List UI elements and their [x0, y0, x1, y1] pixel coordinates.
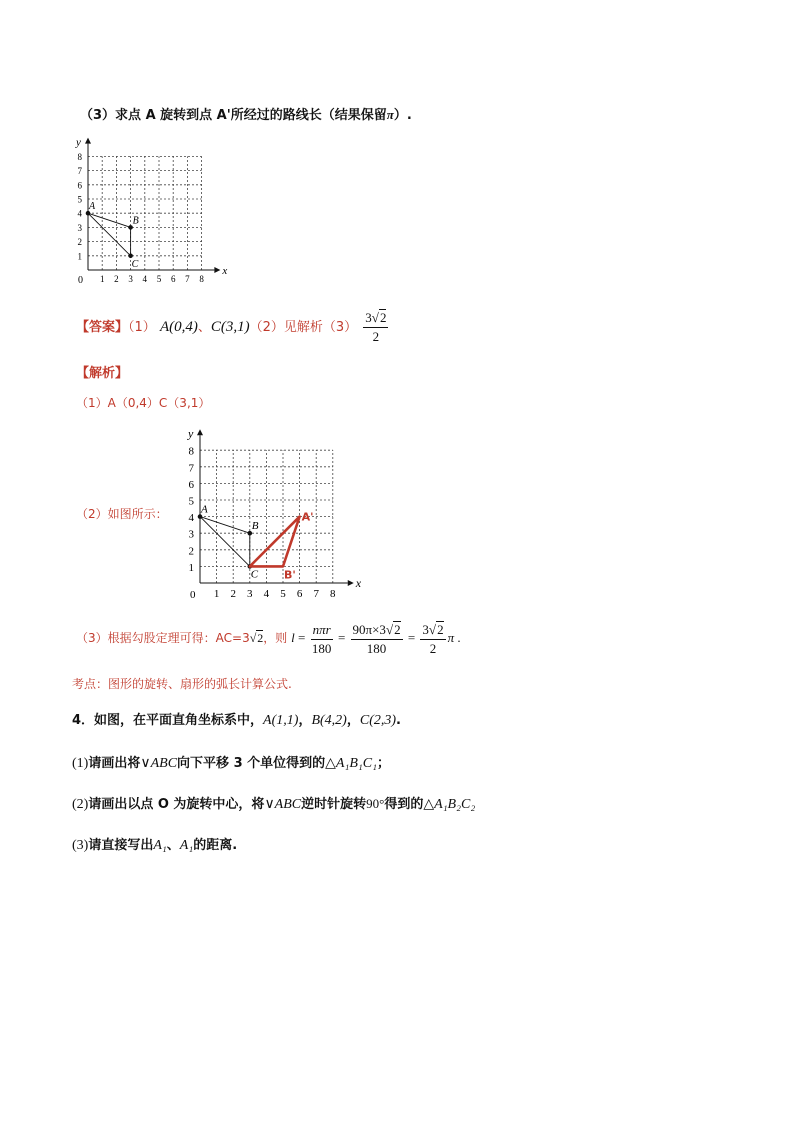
graph-1-axes	[85, 138, 220, 273]
graph-1-point-a-label: A	[89, 201, 96, 213]
question-4-part-3	[72, 834, 237, 854]
x-tick-label: 8	[330, 588, 336, 600]
y-tick-label: 8	[188, 445, 194, 458]
graph-1-y-ticks	[78, 152, 83, 261]
y-tick-label: 3	[188, 528, 194, 541]
triangle-abc	[88, 213, 131, 256]
point-c-dot	[128, 254, 133, 259]
answer-fraction: $\frac{3√2}{2}$	[365, 310, 387, 344]
answer-point-c: C(3,1)	[210, 319, 250, 335]
q4-p1-text-b: 向下平移 3 个单位得到的	[177, 756, 326, 771]
analysis-line-2: （2）如图所示：	[76, 507, 168, 521]
x-tick-label: 8	[199, 274, 204, 284]
formula-fraction-2: $\frac{90\pi\times 3√2}{180}$	[352, 621, 401, 656]
answer-point-a: A(0,4)	[159, 319, 198, 335]
question-3-stem: （3）求点 A 旋转到点 A'所经过的路线长（结果保留	[80, 108, 387, 123]
graph-2-point-a-label: A	[201, 503, 208, 516]
formula-fraction-1	[311, 622, 333, 657]
y-tick-label: 5	[188, 495, 194, 508]
graph-1-x-ticks	[100, 274, 204, 284]
q4-p1-end: ；	[376, 756, 390, 771]
formula-f3-num: 3	[422, 621, 429, 637]
x-tick-label: 6	[170, 274, 176, 284]
q4-p2-triangle: ∨ABC	[264, 797, 302, 812]
ac-radicand: 2	[257, 631, 264, 645]
y-tick-label: 2	[188, 545, 194, 558]
graph-2-y-ticks	[189, 446, 195, 574]
analysis-line-1: （1）A（0,4）C（3,1）	[76, 396, 211, 410]
formula-eq-2: =	[337, 630, 346, 645]
q4-p2-degree: 90°	[366, 796, 385, 811]
formula-f1-num: nπr	[311, 622, 333, 640]
kaodian-line: 考点：图形的旋转、扇形的弧长计算公式.	[72, 677, 292, 691]
y-axis-arrow	[197, 429, 203, 435]
graph-1-origin-label: 0	[78, 275, 83, 286]
analysis-line-3-text: （3）根据勾股定理可得：AC=3	[76, 631, 250, 645]
formula-f3-radicand: 2	[437, 621, 444, 637]
coordinate-graph-1	[66, 134, 226, 284]
x-tick-label: 1	[99, 274, 105, 284]
answer-separator: 、	[197, 320, 211, 335]
question-3-end: ）.	[393, 108, 412, 123]
coordinate-graph-2	[180, 420, 370, 600]
q4-p3-point-a2: A₁	[179, 838, 194, 853]
graph-2-x-ticks	[214, 588, 336, 600]
x-tick-label: 1	[213, 588, 220, 600]
x-tick-label: 6	[296, 588, 303, 600]
y-tick-label: 4	[77, 208, 82, 219]
formula-f2-den: 180	[366, 640, 387, 656]
question-3-text	[80, 104, 412, 123]
graph-2-y-label: y	[188, 426, 194, 441]
q4-comma-1: ，	[298, 713, 312, 728]
answer-frac-denominator: 2	[372, 329, 380, 344]
answer-frac-coef: 3	[365, 310, 372, 325]
q4-p1-number: (1)	[72, 756, 89, 771]
y-tick-label: 1	[188, 561, 194, 574]
graph-1-x-label: x	[222, 265, 228, 277]
q4-p3-separator: 、	[166, 838, 180, 853]
x-tick-label: 3	[247, 588, 253, 600]
q4-p2-number: (2)	[72, 797, 89, 812]
q4-p3-text-b: 的距离.	[193, 838, 238, 853]
formula-fraction-3: $\frac{3√2}{2}$	[422, 621, 444, 656]
q4-stem-text: 4．如图，在平面直角坐标系中，	[72, 713, 264, 728]
y-tick-label: 1	[77, 251, 82, 262]
q4-p3-point-a1: A₁	[153, 838, 167, 853]
graph-1-triangle	[86, 211, 133, 258]
y-tick-label: 5	[77, 194, 82, 205]
graph-2-point-c-label: C	[250, 568, 259, 581]
q4-p1-result-triangle: △A₁B₁C₁	[325, 756, 377, 771]
q4-p2-text-a: 请画出以点 O 为旋转中心，将	[88, 797, 265, 812]
question-4-stem	[72, 709, 401, 729]
x-tick-label: 7	[185, 274, 190, 284]
y-tick-label: 3	[77, 222, 82, 233]
graph-2-point-b-prime-label: B'	[284, 568, 296, 582]
formula-eq-1: =	[298, 630, 306, 645]
answer-line	[76, 310, 390, 345]
formula-l: l	[291, 630, 295, 645]
triangle-abc	[200, 517, 250, 567]
q4-p1-triangle: ∨ABC	[140, 756, 178, 771]
x-tick-label: 5	[156, 274, 162, 284]
q4-point-a: A(1,1)	[263, 713, 299, 728]
y-axis-arrow	[85, 138, 91, 144]
graph-1-y-label: y	[76, 136, 81, 149]
answer-part-1: （1）	[128, 320, 156, 335]
answer-tag: 【答案】	[76, 320, 129, 335]
graph-1-point-c-label: C	[131, 258, 139, 270]
formula-f2-num: 90π×3	[352, 621, 386, 637]
question-4-part-1	[72, 752, 390, 772]
q4-comma-2: ，	[346, 713, 360, 728]
y-tick-label: 8	[77, 151, 82, 162]
formula-f2-radicand: 2	[394, 621, 401, 637]
formula-f1-den: 180	[311, 640, 332, 656]
formula-f3-den: 2	[429, 640, 437, 656]
q4-point-c: C(2,3)	[359, 713, 397, 728]
graph-2-point-b-label: B	[251, 520, 259, 533]
formula-eq-3: =	[407, 630, 416, 645]
x-tick-label: 3	[128, 274, 133, 284]
x-tick-label: 5	[280, 588, 286, 600]
pi-symbol: π	[386, 107, 394, 122]
q4-end: .	[396, 713, 401, 728]
graph-1-grid	[88, 156, 202, 270]
y-tick-label: 2	[77, 237, 82, 248]
graph-2-point-a-prime-label: A'	[301, 510, 314, 524]
graph-2-triangles	[198, 514, 300, 568]
q4-p2-text-b: 逆时针旋转	[301, 797, 367, 812]
x-tick-label: 7	[313, 588, 319, 600]
q4-p2-result-triangle: △A₁B₂C₂	[423, 797, 476, 812]
formula-end: .	[457, 630, 461, 645]
y-tick-label: 6	[188, 478, 194, 491]
q4-p3-text-a: 请直接写出	[88, 838, 154, 853]
q4-p2-text-c: 得到的	[384, 797, 424, 812]
x-tick-label: 4	[142, 274, 148, 284]
graph-1-point-b-label: B	[132, 215, 139, 227]
analysis-line-3-then: ，则	[263, 631, 288, 645]
q4-p3-number: (3)	[72, 838, 89, 853]
x-tick-label: 2	[114, 274, 119, 284]
analysis-tag: 【解析】	[76, 366, 129, 381]
x-tick-label: 2	[230, 588, 236, 600]
q4-p1-text-a: 请画出将	[88, 756, 141, 771]
answer-part-2: （2）见解析（3）	[249, 320, 358, 335]
y-tick-label: 7	[77, 166, 82, 177]
graph-2-origin-label: 0	[190, 589, 196, 601]
y-tick-label: 7	[188, 462, 194, 475]
question-4-part-2	[72, 793, 475, 813]
x-axis-arrow	[214, 267, 220, 273]
analysis-line-3: （3）根据勾股定理可得：AC=3√2，则 l = $\frac{\text{nπr}}{180}$ = $\frac{90\pi\times 3√2}{180}$ = $\frac{3√2}{2}$ π .	[76, 621, 461, 656]
answer-frac-radicand: 2	[379, 310, 387, 325]
graph-2-axes	[197, 429, 354, 586]
y-tick-label: 4	[188, 512, 194, 525]
formula-pi: π	[447, 630, 455, 645]
y-tick-label: 6	[77, 180, 82, 191]
x-tick-label: 4	[263, 588, 270, 600]
x-axis-arrow	[348, 580, 354, 586]
q4-point-b: B(4,2)	[311, 713, 347, 728]
graph-2-x-label: x	[355, 576, 362, 590]
